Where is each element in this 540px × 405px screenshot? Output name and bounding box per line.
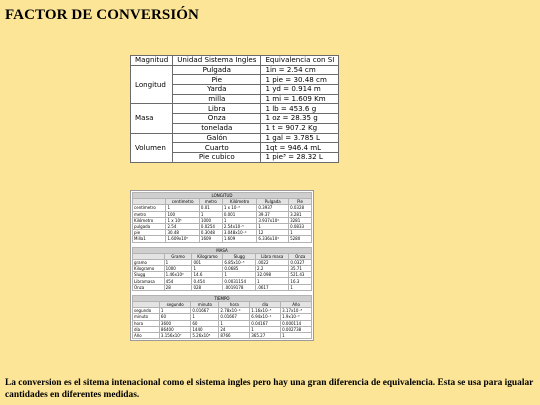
unit-cell: milla — [173, 94, 261, 104]
unit-row-label: Libramasa — [133, 278, 165, 284]
unit-table-longitud — [132, 192, 312, 243]
unit-value-cell: 1 — [191, 314, 219, 320]
table-row — [133, 236, 312, 242]
unit-value-cell: 8766 — [219, 332, 250, 338]
equiv-cell: 1 pie = 30.48 cm — [261, 75, 339, 85]
unit-value-cell: 0.04167 — [250, 320, 281, 326]
unit-value-cell: 1.16x10⁻⁵ — [250, 308, 281, 314]
unit-value-cell: 39.37 — [257, 211, 289, 217]
unit-value-cell: 1 — [192, 266, 223, 272]
unit-value-cell: 0.01667 — [219, 314, 250, 320]
unit-value-cell: 001 — [192, 259, 223, 265]
unit-value-cell: 1.46x10⁴ — [164, 272, 192, 278]
unit-value-cell: 1 — [199, 211, 222, 217]
unit-value-cell: 0.0031154 — [223, 278, 256, 284]
table-row — [131, 133, 339, 143]
unit-table-header-cell: centímetro — [166, 199, 199, 205]
unit-value-cell: 100 — [166, 211, 199, 217]
unit-value-cell: 3.281 — [289, 211, 312, 217]
unit-table-caption: MASA — [133, 247, 312, 253]
unit-value-cell: 6.94x10⁻⁴ — [250, 314, 281, 320]
unit-row-label: Onza — [133, 284, 165, 290]
unit-value-cell: 0.002738 — [281, 326, 312, 332]
unit-value-cell: 0.01 — [199, 205, 222, 211]
unit-value-cell: 1 — [289, 284, 312, 290]
unit-value-cell: 32.098 — [256, 272, 289, 278]
unit-value-cell: 1440 — [191, 326, 219, 332]
unit-value-cell: 86400 — [159, 326, 190, 332]
equiv-cell: 1 t = 907.2 Kg — [261, 123, 339, 133]
unit-cell: Pie — [173, 75, 261, 85]
equiv-cell: 1 gal = 3.785 L — [261, 133, 339, 143]
unit-value-cell: 0.0328 — [289, 205, 312, 211]
unit-table-caption: TIEMPO — [133, 295, 312, 301]
equiv-cell: 1 lb = 453.6 g — [261, 104, 339, 114]
unit-table-header-cell: metro — [199, 199, 222, 205]
unit-value-cell: 1 — [166, 205, 199, 211]
unit-table-masa — [132, 247, 312, 291]
unit-value-cell: 0.0833 — [289, 223, 312, 229]
unit-cell: Pie cubico — [173, 152, 261, 162]
magnitud-cell: Masa — [131, 104, 173, 133]
unit-value-cell: 1 — [164, 259, 192, 265]
unit-value-cell: 365.27 — [250, 332, 281, 338]
unit-value-cell: 3.156x10⁷ — [159, 332, 190, 338]
unit-value-cell: 1.609 — [222, 236, 257, 242]
unit-value-cell: .0019178 — [223, 284, 256, 290]
magnitud-cell: Longitud — [131, 65, 173, 104]
unit-value-cell: 12 — [257, 230, 289, 236]
unit-value-cell: 2.2 — [256, 266, 289, 272]
unit-value-cell: 5280 — [289, 236, 312, 242]
unit-row-label: gramo — [133, 259, 165, 265]
unit-value-cell: 16.3 — [289, 278, 312, 284]
unit-table-header-cell: Kilogramo — [192, 253, 223, 259]
unit-row-label: pie — [133, 230, 166, 236]
unit-value-cell: 1 — [223, 272, 256, 278]
unit-value-cell: 028 — [192, 284, 223, 290]
unit-row-label: Milla1 — [133, 236, 166, 242]
unit-row-label: Slugg — [133, 272, 165, 278]
unit-value-cell: 2.54 — [166, 223, 199, 229]
unit-row-label: centímetro — [133, 205, 166, 211]
equiv-cell: 1 yd = 0.914 m — [261, 85, 339, 95]
unit-value-cell: 1 — [250, 326, 281, 332]
equiv-cell: 1 pie³ = 28.32 L — [261, 152, 339, 162]
header-equivalencia: Equivalencia con SI — [261, 56, 339, 66]
table-row — [133, 284, 312, 290]
header-unidad: Unidad Sistema Ingles — [173, 56, 261, 66]
unit-value-cell: 3281 — [289, 217, 312, 223]
unit-table-header-cell: Onza — [289, 253, 312, 259]
unit-table-header-cell: Gramo — [164, 253, 192, 259]
unit-row-label: minuto — [133, 314, 160, 320]
unit-row-label: Kilómetro — [133, 217, 166, 223]
header-magnitud: Magnitud — [131, 56, 173, 66]
unit-value-cell: 1 — [256, 278, 289, 284]
unit-cell: Libra — [173, 104, 261, 114]
unit-table-header-cell: minuto — [191, 302, 219, 308]
unit-row-label: metro — [133, 211, 166, 217]
unit-value-cell: 0.3937 — [257, 205, 289, 211]
equiv-cell: 1 oz = 28.35 g — [261, 114, 339, 124]
unit-value-cell: 1 — [219, 320, 250, 326]
unit-value-cell: 1000 — [164, 266, 192, 272]
unit-value-cell: 1 — [159, 308, 190, 314]
unit-row-label: segundo — [133, 308, 160, 314]
unit-value-cell: 28 — [164, 284, 192, 290]
unit-value-cell: 60 — [159, 314, 190, 320]
unit-value-cell: 6.336x10⁴ — [257, 236, 289, 242]
unit-value-cell: 0.001 — [222, 211, 257, 217]
unit-value-cell: 1 — [222, 217, 257, 223]
unit-value-cell: 0.000114 — [281, 320, 312, 326]
unit-table-caption: LONGITUD — [133, 193, 312, 199]
unit-value-cell: 0.0254 — [199, 223, 222, 229]
unit-value-cell: 1 x 10⁵ — [166, 217, 199, 223]
unit-value-cell: 0.0685 — [223, 266, 256, 272]
unit-table-header-cell: Libra masa — [256, 253, 289, 259]
unit-value-cell: 1000 — [199, 217, 222, 223]
unit-row-label: pulgada — [133, 223, 166, 229]
equiv-cell: 1in = 2.54 cm — [261, 65, 339, 75]
unit-table-header-cell: Kilómetro — [222, 199, 257, 205]
unit-cell: Pulgada — [173, 65, 261, 75]
equiv-cell: 1qt = 946.4 mL — [261, 143, 339, 153]
unit-table-header-cell: Slugg — [223, 253, 256, 259]
unit-value-cell: 1 — [257, 223, 289, 229]
unit-table-header-cell: segundo — [159, 302, 190, 308]
unit-cell: tonelada — [173, 123, 261, 133]
magnitud-cell: Volumen — [131, 133, 173, 162]
unit-table-header-cell: día — [250, 302, 281, 308]
unit-value-cell: .0617 — [256, 284, 289, 290]
unit-cell: Cuarto — [173, 143, 261, 153]
unit-table-header-cell: Año — [281, 302, 312, 308]
unit-value-cell: 35.71 — [289, 266, 312, 272]
unit-value-cell: 3600 — [159, 320, 190, 326]
unit-value-cell: 5.26x10⁵ — [191, 332, 219, 338]
unit-row-label: Kilogramo — [133, 266, 165, 272]
unit-value-cell: 2.54x10⁻⁵ — [222, 223, 257, 229]
unit-table-header-cell: Pulgada — [257, 199, 289, 205]
unit-value-cell: 3.048x10⁻⁴ — [222, 230, 257, 236]
unit-conversion-tables — [130, 190, 314, 341]
unit-row-label: hora — [133, 320, 160, 326]
unit-value-cell: 0.454 — [192, 278, 223, 284]
equiv-cell: 1 mi = 1.609 Km — [261, 94, 339, 104]
unit-value-cell: 1.9x10⁻⁶ — [281, 314, 312, 320]
unit-cell: Galón — [173, 133, 261, 143]
unit-value-cell: 1 — [281, 332, 312, 338]
unit-value-cell: 1.609x10⁵ — [166, 236, 199, 242]
unit-value-cell: 24 — [219, 326, 250, 332]
unit-table-header-cell: Pie — [289, 199, 312, 205]
unit-value-cell: 60 — [191, 320, 219, 326]
unit-value-cell: .0022 — [256, 259, 289, 265]
unit-value-cell: 521.43 — [289, 272, 312, 278]
unit-value-cell: 0.01667 — [191, 308, 219, 314]
unit-value-cell: 30.48 — [166, 230, 199, 236]
footer-paragraph: La conversion es el sitema intenacional como el sistema ingles pero hay una gran diferencia de equivalencia. Esta se usa para igualar cantidades en diferentes medidas. — [5, 378, 534, 400]
unit-value-cell: 454 — [164, 278, 192, 284]
unit-cell: Yarda — [173, 85, 261, 95]
unit-value-cell: 0.3048 — [199, 230, 222, 236]
unit-row-label: día — [133, 326, 160, 332]
unit-value-cell: 1 x 10⁻⁵ — [222, 205, 257, 211]
table-header-row — [131, 56, 339, 66]
table-row — [133, 332, 312, 338]
unit-table-tiempo — [132, 295, 312, 339]
unit-cell: Onza — [173, 114, 261, 124]
conversion-table — [130, 55, 339, 163]
table-row — [131, 104, 339, 114]
unit-value-cell: 0.0327 — [289, 259, 312, 265]
unit-value-cell: 2.78x10⁻⁴ — [219, 308, 250, 314]
unit-value-cell: 1609 — [199, 236, 222, 242]
table-row — [131, 65, 339, 75]
unit-row-label: Año — [133, 332, 160, 338]
page-title: FACTOR DE CONVERSIÓN — [5, 7, 199, 23]
unit-value-cell: 3.937x10⁴ — [257, 217, 289, 223]
unit-value-cell: 3.17x10⁻⁸ — [281, 308, 312, 314]
unit-table-header-cell: hora — [219, 302, 250, 308]
unit-value-cell: 14.6 — [192, 272, 223, 278]
unit-value-cell: 6.85x10⁻⁵ — [223, 259, 256, 265]
unit-value-cell: 1 — [289, 230, 312, 236]
